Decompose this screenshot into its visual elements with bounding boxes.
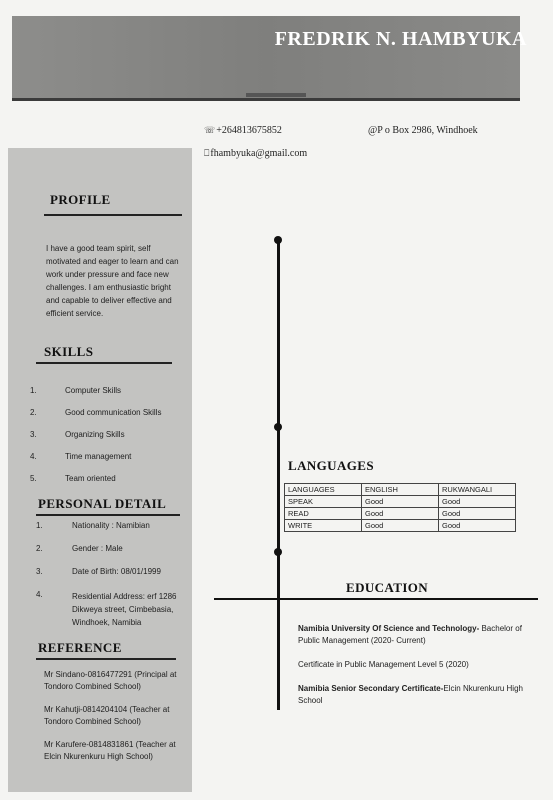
skills-title: SKILLS [44,344,94,359]
list-item: 2. Gender : Male [36,544,123,553]
languages-title: LANGUAGES [288,458,374,473]
list-item: Certificate in Public Management Level 5 (2020) [298,660,469,669]
reference-title: REFERENCE [38,640,122,655]
personal-list [36,521,186,634]
personal-title: PERSONAL DETAIL [38,496,167,511]
reference-rule [36,658,176,660]
candidate-name: FREDRIK N. HAMBYUKA [274,28,527,50]
phone-icon: ☏ [204,125,216,135]
skills-rule [36,362,172,364]
profile-rule [44,214,182,216]
list-item: 4. Residential Address: erf 1286 Dikweya street, Cimbebasia, Windhoek, Namibia [36,590,177,627]
list-item: Mr Karufere-0814831861 (Teacher at Elcin Nkurenkuru High School) [44,740,176,761]
contact-address: @P o Box 2986, Windhoek [368,125,478,136]
email-icon: ⎕ [204,148,210,158]
personal-rule [36,514,180,516]
education-title: EDUCATION [346,580,429,595]
list-item: Namibia Senior Secondary Certificate-Elcin Nkurenkuru High School [298,684,523,705]
list-item: Mr Sindano-0816477291 (Principal at Tondoro Combined School) [44,670,177,691]
reference-list [44,669,188,763]
header-divider [246,93,306,97]
education-rule [214,598,538,600]
contact-phone: ☏+264813675852 [204,125,282,136]
profile-text: I have a good team spirit, self motivated and eager to learn and can work under pressure and face new challenges. I am enthusiastic bright and capable to deliver effective and efficient service. [46,244,179,318]
table-header-row: LANGUAGES ENGLISH RUKWANGALI [285,484,516,496]
list-item: Namibia University Of Science and Technology- Bachelor of Public Management (2020- Current) [298,624,522,645]
timeline-dot [274,423,282,431]
timeline-line [277,240,280,710]
table-row: READ Good Good [285,508,516,520]
education-list [298,623,528,707]
contact-email: ⎕fhambyuka@gmail.com [204,148,308,159]
list-item: Mr Kahutji-0814204104 (Teacher at Tondoro Combined School) [44,705,170,726]
timeline-dot [274,236,282,244]
profile-title: PROFILE [50,192,111,207]
languages-table [284,483,516,532]
table-row: SPEAK Good Good [285,496,516,508]
list-item: 3. Date of Birth: 08/01/1999 [36,567,161,576]
table-row: WRITE Good Good [285,520,516,532]
list-item: 1. Nationality : Namibian [36,521,150,530]
timeline-dot [274,548,282,556]
